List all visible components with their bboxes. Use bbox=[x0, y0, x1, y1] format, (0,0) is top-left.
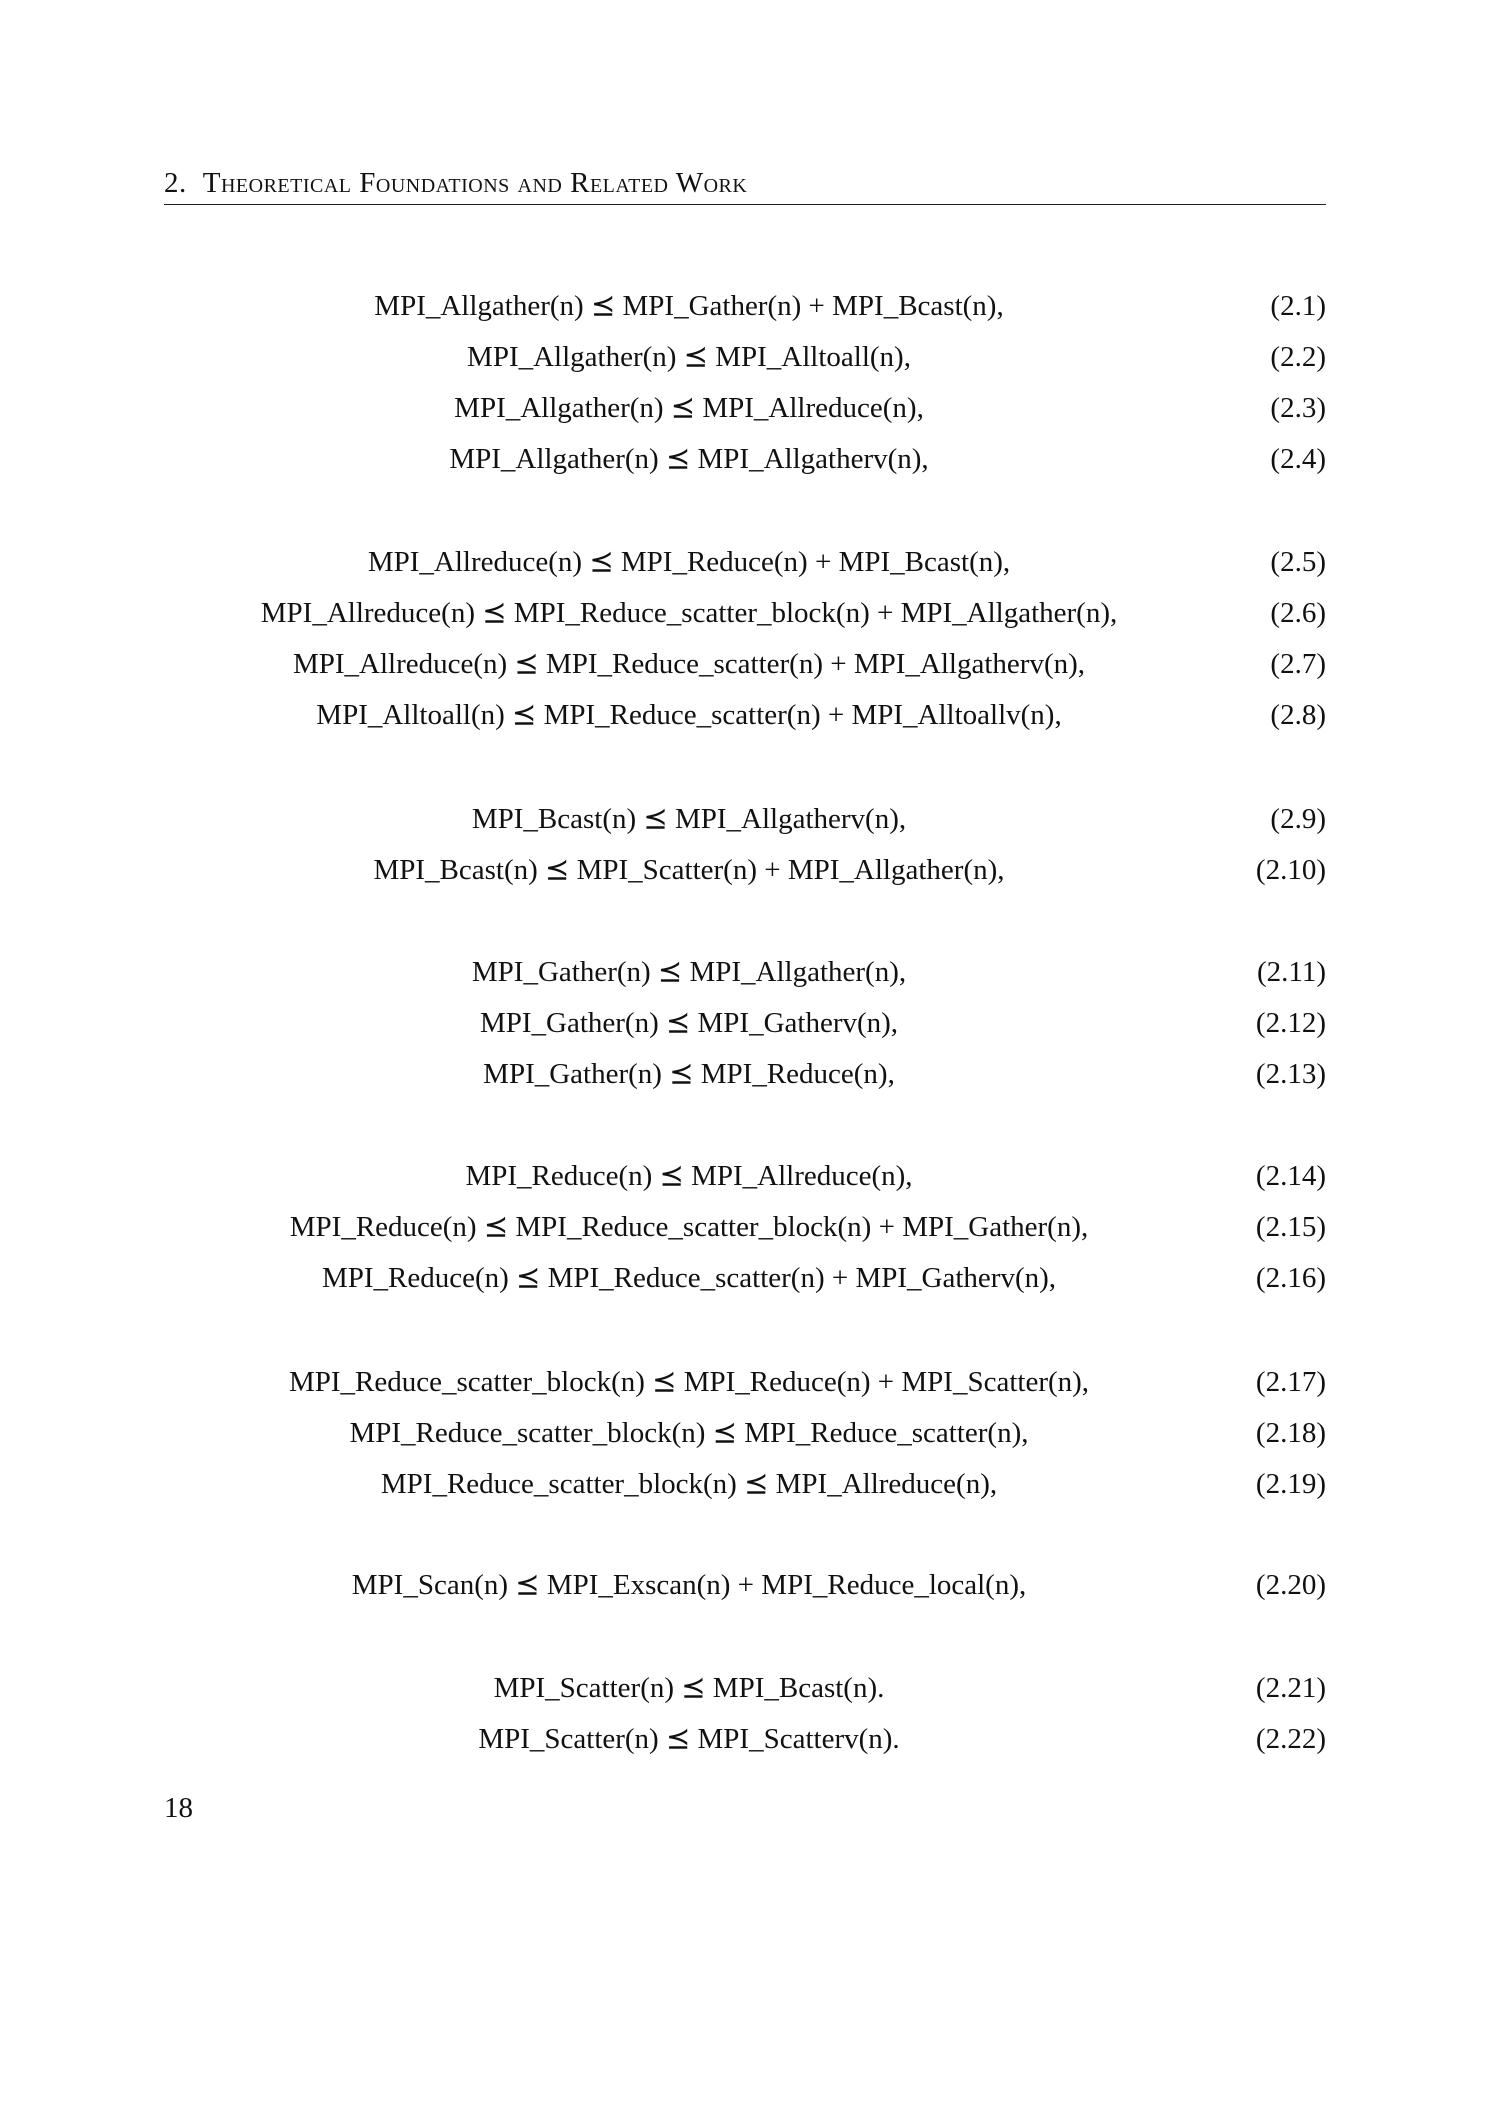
equation-text: MPI_Gather(n) ⪯ MPI_Reduce(n), bbox=[483, 1058, 895, 1090]
page-number: 18 bbox=[164, 1792, 193, 1824]
equation-text: MPI_Reduce(n) ⪯ MPI_Allreduce(n), bbox=[465, 1160, 913, 1192]
equation-row bbox=[164, 281, 1326, 332]
equation-number: (2.16) bbox=[1255, 1262, 1326, 1294]
equation-text: MPI_Allgather(n) ⪯ MPI_Alltoall(n), bbox=[467, 341, 911, 373]
equation-group-bcast bbox=[164, 794, 1326, 896]
equation-text: MPI_Reduce(n) ⪯ MPI_Reduce_scatter(n) + MPI_Gatherv(n), bbox=[321, 1262, 1057, 1294]
equation-number: (2.20) bbox=[1255, 1569, 1326, 1601]
equation-number: (2.8) bbox=[1270, 699, 1326, 731]
equation-row bbox=[164, 1714, 1326, 1765]
equation-text: MPI_Allreduce(n) ⪯ MPI_Reduce_scatter(n) + MPI_Allgatherv(n), bbox=[292, 648, 1086, 680]
equation-text: MPI_Gather(n) ⪯ MPI_Allgather(n), bbox=[471, 956, 907, 988]
equation-row bbox=[164, 1151, 1326, 1202]
equation-text: MPI_Gather(n) ⪯ MPI_Gatherv(n), bbox=[479, 1007, 899, 1039]
equation-number: (2.22) bbox=[1255, 1723, 1326, 1755]
equation-number: (2.6) bbox=[1270, 597, 1326, 629]
equation-text: MPI_Scan(n) ⪯ MPI_Exscan(n) + MPI_Reduce_local(n), bbox=[351, 1569, 1027, 1601]
equation-number: (2.13) bbox=[1255, 1058, 1326, 1090]
chapter-number: 2. bbox=[164, 167, 187, 199]
equation-number: (2.15) bbox=[1255, 1211, 1326, 1243]
equation-text: MPI_Reduce_scatter_block(n) ⪯ MPI_Allreduce(n), bbox=[380, 1468, 998, 1500]
equation-text: MPI_Scatter(n) ⪯ MPI_Scatterv(n). bbox=[478, 1723, 900, 1755]
equation-group-reduce-scatter-block bbox=[164, 1357, 1326, 1510]
equation-row bbox=[164, 947, 1326, 998]
equation-number: (2.18) bbox=[1255, 1417, 1326, 1449]
equation-row bbox=[164, 998, 1326, 1049]
equation-number: (2.7) bbox=[1270, 648, 1326, 680]
equation-row bbox=[164, 1202, 1326, 1253]
equation-text: MPI_Allgather(n) ⪯ MPI_Gather(n) + MPI_Bcast(n), bbox=[374, 290, 1004, 322]
equation-number: (2.19) bbox=[1255, 1468, 1326, 1500]
equation-text: MPI_Alltoall(n) ⪯ MPI_Reduce_scatter(n) + MPI_Alltoallv(n), bbox=[316, 699, 1062, 731]
equation-row bbox=[164, 1459, 1326, 1510]
equation-text: MPI_Reduce(n) ⪯ MPI_Reduce_scatter_block(n) + MPI_Gather(n), bbox=[289, 1211, 1089, 1243]
equation-number: (2.1) bbox=[1270, 290, 1326, 322]
equation-text: MPI_Allreduce(n) ⪯ MPI_Reduce(n) + MPI_Bcast(n), bbox=[367, 546, 1011, 578]
equation-text: MPI_Allreduce(n) ⪯ MPI_Reduce_scatter_block(n) + MPI_Allgather(n), bbox=[260, 597, 1118, 629]
equation-text: MPI_Bcast(n) ⪯ MPI_Allgatherv(n), bbox=[471, 803, 907, 835]
equation-text: MPI_Reduce_scatter_block(n) ⪯ MPI_Reduce_scatter(n), bbox=[349, 1417, 1029, 1449]
equation-row bbox=[164, 690, 1326, 741]
equation-row bbox=[164, 794, 1326, 845]
equation-text: MPI_Reduce_scatter_block(n) ⪯ MPI_Reduce(n) + MPI_Scatter(n), bbox=[288, 1366, 1090, 1398]
equation-list bbox=[164, 0, 1326, 2128]
equation-group-allgather bbox=[164, 281, 1326, 485]
equation-number: (2.12) bbox=[1255, 1007, 1326, 1039]
equation-row bbox=[164, 434, 1326, 485]
equation-row bbox=[164, 639, 1326, 690]
equation-number: (2.2) bbox=[1270, 341, 1326, 373]
equation-row bbox=[164, 1663, 1326, 1714]
equation-number: (2.9) bbox=[1270, 803, 1326, 835]
equation-row bbox=[164, 588, 1326, 639]
equation-row bbox=[164, 845, 1326, 896]
equation-number: (2.3) bbox=[1270, 392, 1326, 424]
equation-text: MPI_Allgather(n) ⪯ MPI_Allreduce(n), bbox=[454, 392, 924, 424]
equation-text: MPI_Scatter(n) ⪯ MPI_Bcast(n). bbox=[493, 1672, 885, 1704]
equation-number: (2.14) bbox=[1255, 1160, 1326, 1192]
equation-number: (2.4) bbox=[1270, 443, 1326, 475]
equation-row bbox=[164, 332, 1326, 383]
equation-row bbox=[164, 1049, 1326, 1100]
equation-row bbox=[164, 1408, 1326, 1459]
equation-text: MPI_Allgather(n) ⪯ MPI_Allgatherv(n), bbox=[449, 443, 929, 475]
equation-number: (2.10) bbox=[1255, 854, 1326, 886]
equation-row bbox=[164, 537, 1326, 588]
equation-row bbox=[164, 1253, 1326, 1304]
equation-group-scatter bbox=[164, 1663, 1326, 1765]
equation-number: (2.17) bbox=[1255, 1366, 1326, 1398]
equation-group-reduce bbox=[164, 1151, 1326, 1304]
equation-group-gather bbox=[164, 947, 1326, 1100]
equation-row bbox=[164, 1357, 1326, 1408]
chapter-title: Theoretical Foundations and Related Work bbox=[202, 167, 748, 199]
equation-row bbox=[164, 383, 1326, 434]
equation-text: MPI_Bcast(n) ⪯ MPI_Scatter(n) + MPI_Allgather(n), bbox=[373, 854, 1005, 886]
equation-group-allreduce bbox=[164, 537, 1326, 741]
equation-group-scan bbox=[164, 1560, 1326, 1611]
equation-number: (2.21) bbox=[1255, 1672, 1326, 1704]
equation-number: (2.5) bbox=[1270, 546, 1326, 578]
equation-row bbox=[164, 1560, 1326, 1611]
equation-number: (2.11) bbox=[1257, 956, 1326, 988]
